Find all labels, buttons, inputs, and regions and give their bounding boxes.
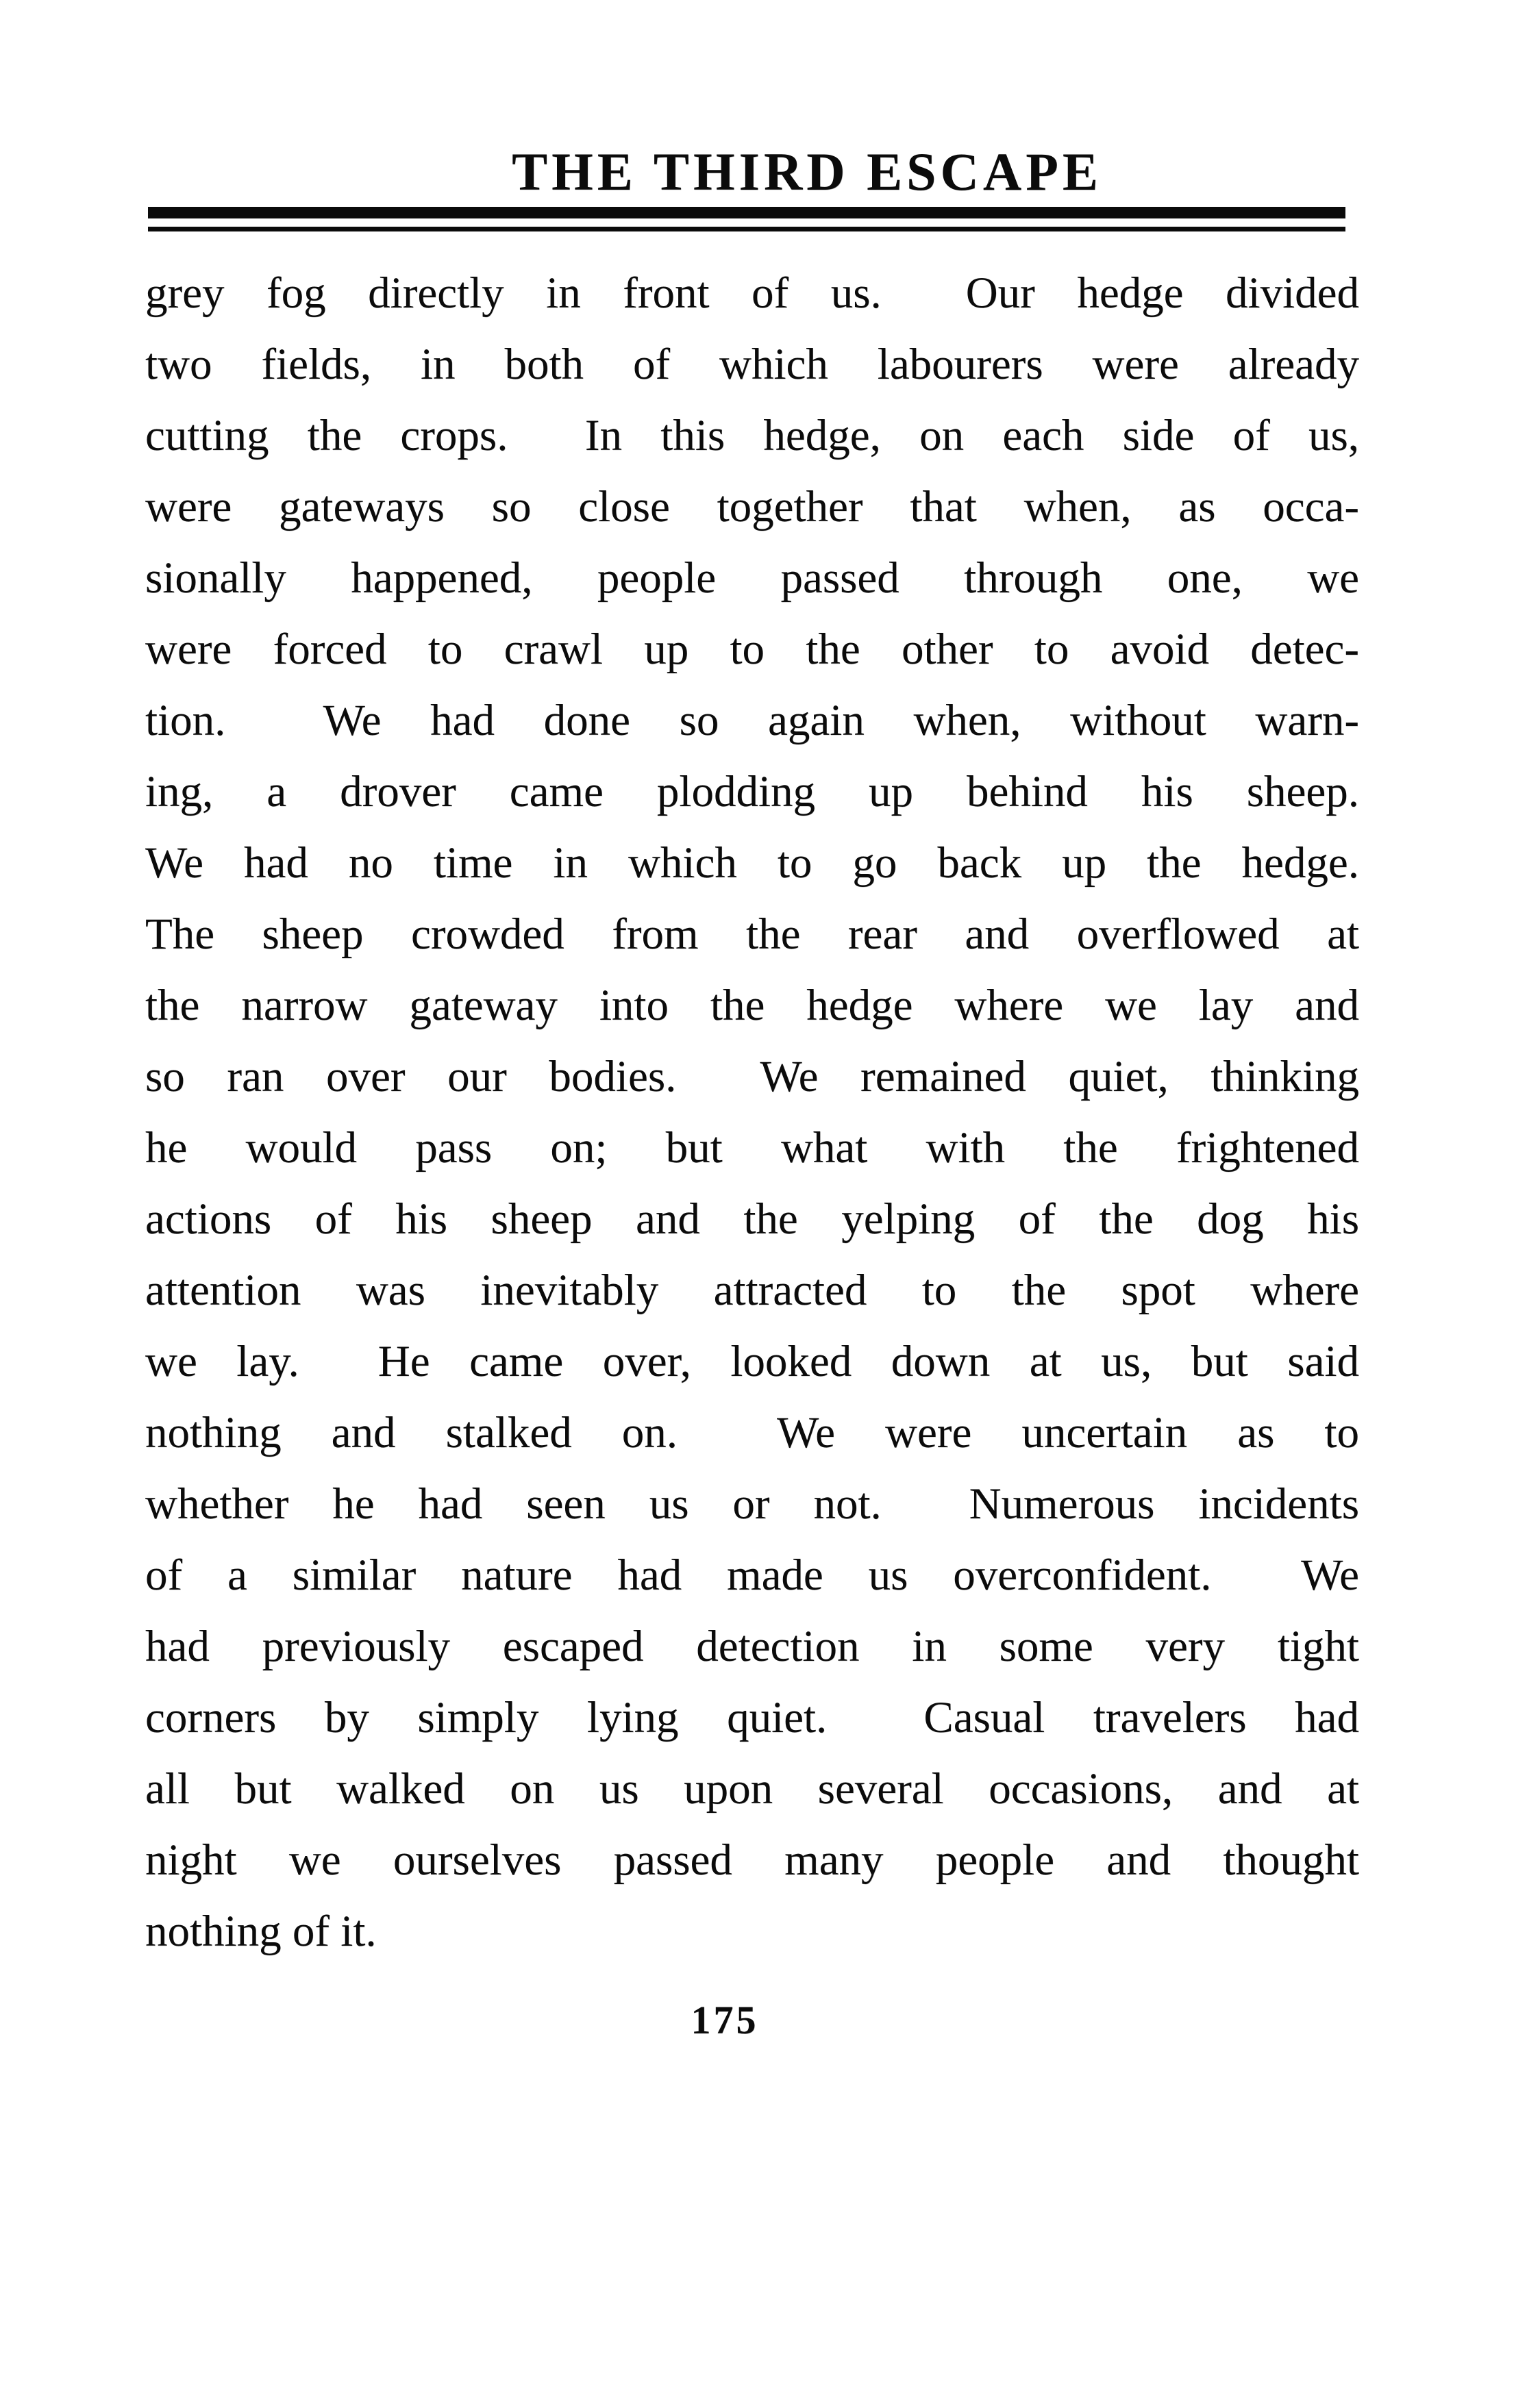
text-line: night we ourselves passed many people and thought (145, 1835, 1359, 1885)
text-line: of a similar nature had made us overconfident. We (145, 1551, 1359, 1600)
text-line: actions of his sheep and the yelping of the dog his (145, 1194, 1359, 1244)
text-line: nothing and stalked on. We were uncertain as to (145, 1408, 1359, 1457)
page-number: 175 (691, 1998, 759, 2042)
text-line: so ran over our bodies. We remained quiet, thinking (145, 1052, 1359, 1101)
text-line: he would pass on; but what with the frightened (145, 1123, 1359, 1172)
text-line: were gateways so close together that when, as occa- (145, 482, 1359, 531)
text-line: attention was inevitably attracted to the spot where (145, 1266, 1359, 1315)
text-line: ing, a drover came plodding up behind his sheep. (145, 767, 1359, 816)
text-line: all but walked on us upon several occasions, and at (145, 1764, 1359, 1814)
text-line: nothing of it. (145, 1907, 377, 1956)
text-line: cutting the crops. In this hedge, on each side of us, (145, 411, 1359, 460)
text-line: we lay. He came over, looked down at us, but said (145, 1337, 1359, 1386)
text-line: the narrow gateway into the hedge where we lay and (145, 981, 1359, 1030)
text-line: sionally happened, people passed through one, we (145, 553, 1359, 603)
text-line: corners by simply lying quiet. Casual travelers had (145, 1693, 1359, 1742)
running-header: THE THIRD ESCAPE (512, 142, 1102, 201)
header-rule-thick (148, 207, 1345, 218)
body-text (145, 258, 1359, 1967)
text-line: whether he had seen us or not. Numerous incidents (145, 1479, 1359, 1529)
text-line: two fields, in both of which labourers were already (145, 340, 1359, 389)
header-rule-thin (148, 227, 1345, 231)
text-line: had previously escaped detection in some very tight (145, 1622, 1359, 1671)
text-line: tion. We had done so again when, without warn- (145, 696, 1359, 745)
text-line: grey fog directly in front of us. Our hedge divided (145, 268, 1359, 318)
text-line: The sheep crowded from the rear and overflowed at (145, 910, 1359, 959)
text-line: We had no time in which to go back up the hedge. (145, 838, 1359, 888)
text-line: were forced to crawl up to the other to avoid detec- (145, 625, 1359, 674)
